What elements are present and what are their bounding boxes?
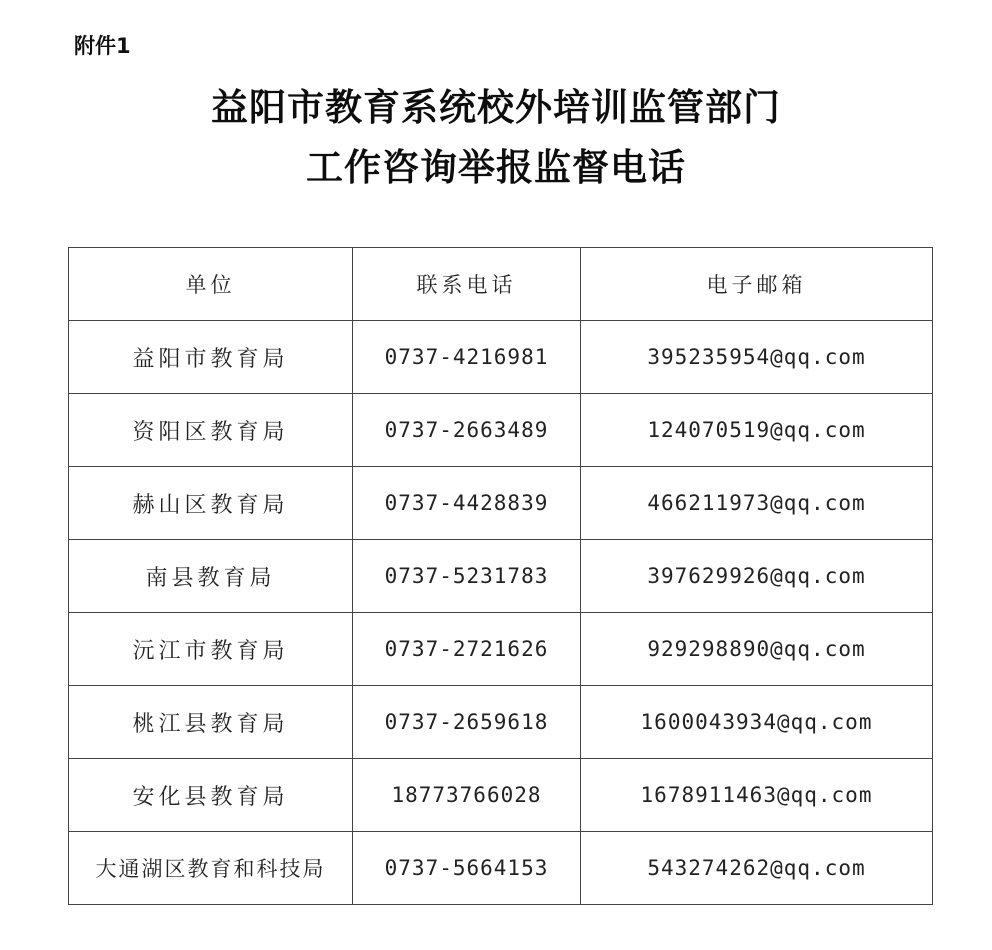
- email-cell: 1600043934@qq.com: [581, 686, 933, 759]
- table-row: [69, 394, 933, 467]
- email-cell: 395235954@qq.com: [581, 321, 933, 394]
- table-row: [69, 686, 933, 759]
- unit-cell: 桃江县教育局: [69, 686, 353, 759]
- table-row: [69, 832, 933, 905]
- email-cell: 1678911463@qq.com: [581, 759, 933, 832]
- phone-cell: 0737-5231783: [353, 540, 581, 613]
- unit-cell: 资阳区教育局: [69, 394, 353, 467]
- phone-cell: 0737-4428839: [353, 467, 581, 540]
- document-title-line2: 工作咨询举报监督电话: [306, 145, 686, 189]
- email-cell: 466211973@qq.com: [581, 467, 933, 540]
- phone-cell: 0737-5664153: [353, 832, 581, 905]
- unit-cell: 赫山区教育局: [69, 467, 353, 540]
- table-row: [69, 467, 933, 540]
- header-unit: 单位: [69, 248, 353, 321]
- phone-cell: 0737-2721626: [353, 613, 581, 686]
- unit-cell: 大通湖区教育和科技局: [69, 832, 353, 905]
- table-row: [69, 321, 933, 394]
- email-cell: 929298890@qq.com: [581, 613, 933, 686]
- document-title-line1: 益阳市教育系统校外培训监管部门: [211, 85, 781, 129]
- table-row: [69, 540, 933, 613]
- unit-cell: 安化县教育局: [69, 759, 353, 832]
- email-cell: 543274262@qq.com: [581, 832, 933, 905]
- unit-cell: 南县教育局: [69, 540, 353, 613]
- phone-cell: 0737-2659618: [353, 686, 581, 759]
- table-row: [69, 613, 933, 686]
- unit-cell: 益阳市教育局: [69, 321, 353, 394]
- phone-cell: 0737-4216981: [353, 321, 581, 394]
- phone-cell: 0737-2663489: [353, 394, 581, 467]
- table-row: [69, 759, 933, 832]
- attachment-label: 附件1: [74, 34, 131, 58]
- header-email: 电子邮箱: [581, 248, 933, 321]
- table-header-row: [69, 248, 933, 321]
- header-phone: 联系电话: [353, 248, 581, 321]
- email-cell: 124070519@qq.com: [581, 394, 933, 467]
- contact-table: [68, 247, 933, 905]
- email-cell: 397629926@qq.com: [581, 540, 933, 613]
- phone-cell: 18773766028: [353, 759, 581, 832]
- unit-cell: 沅江市教育局: [69, 613, 353, 686]
